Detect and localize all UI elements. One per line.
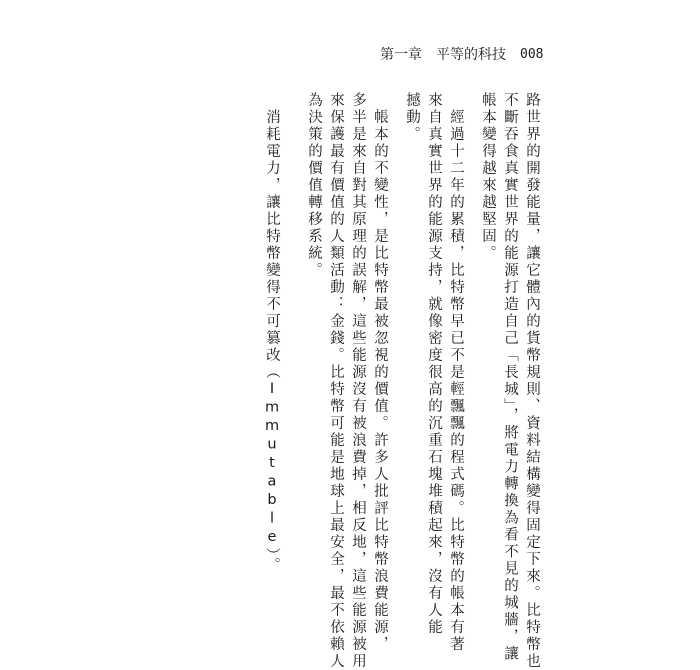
text-column: 帳本的不變性，是比特幣最被忽視的價值。許多人批評比特幣浪費能源， [372,92,388,653]
running-header [380,44,570,64]
text-column: 路世界的開發能量，讓它體內的貨幣規則、資料結構變得固定下來。比特幣也 [524,92,540,670]
text-column: 消耗電力，讓比特幣變得不可篡改（Immutable）。 [264,92,280,575]
text-column: 經過十二年的累積，比特幣早已不是輕飄飄的程式碼。比特幣的帳本有著 [448,92,464,653]
text-column: 撼動。 [404,92,420,143]
text-column: 帳本變得越來越堅固。 [480,92,496,262]
chapter-label: 第一章 [380,47,422,63]
text-column: 不斷吞食真實世界的能源打造自己「長城」，將電力轉換為看不見的城牆，讓 [502,92,518,663]
text-column: 多半是來自對其原理的誤解，這些能源沒有被浪費掉，相反地，這些能源被用 [350,92,366,670]
chapter-title: 平等的科技 [436,47,506,63]
text-column: 來自真實世界的能源支持，就像密度很高的沉重石塊堆積起來，沒有人能 [426,92,442,636]
text-column: 為決策的價值轉移系統。 [306,92,322,279]
vertical-text-block [240,92,540,670]
text-column: 來保護最有價值的人類活動：金錢。比特幣可能是地球上最安全，最不依賴人 [328,92,344,670]
page-number: 008 [520,46,544,62]
